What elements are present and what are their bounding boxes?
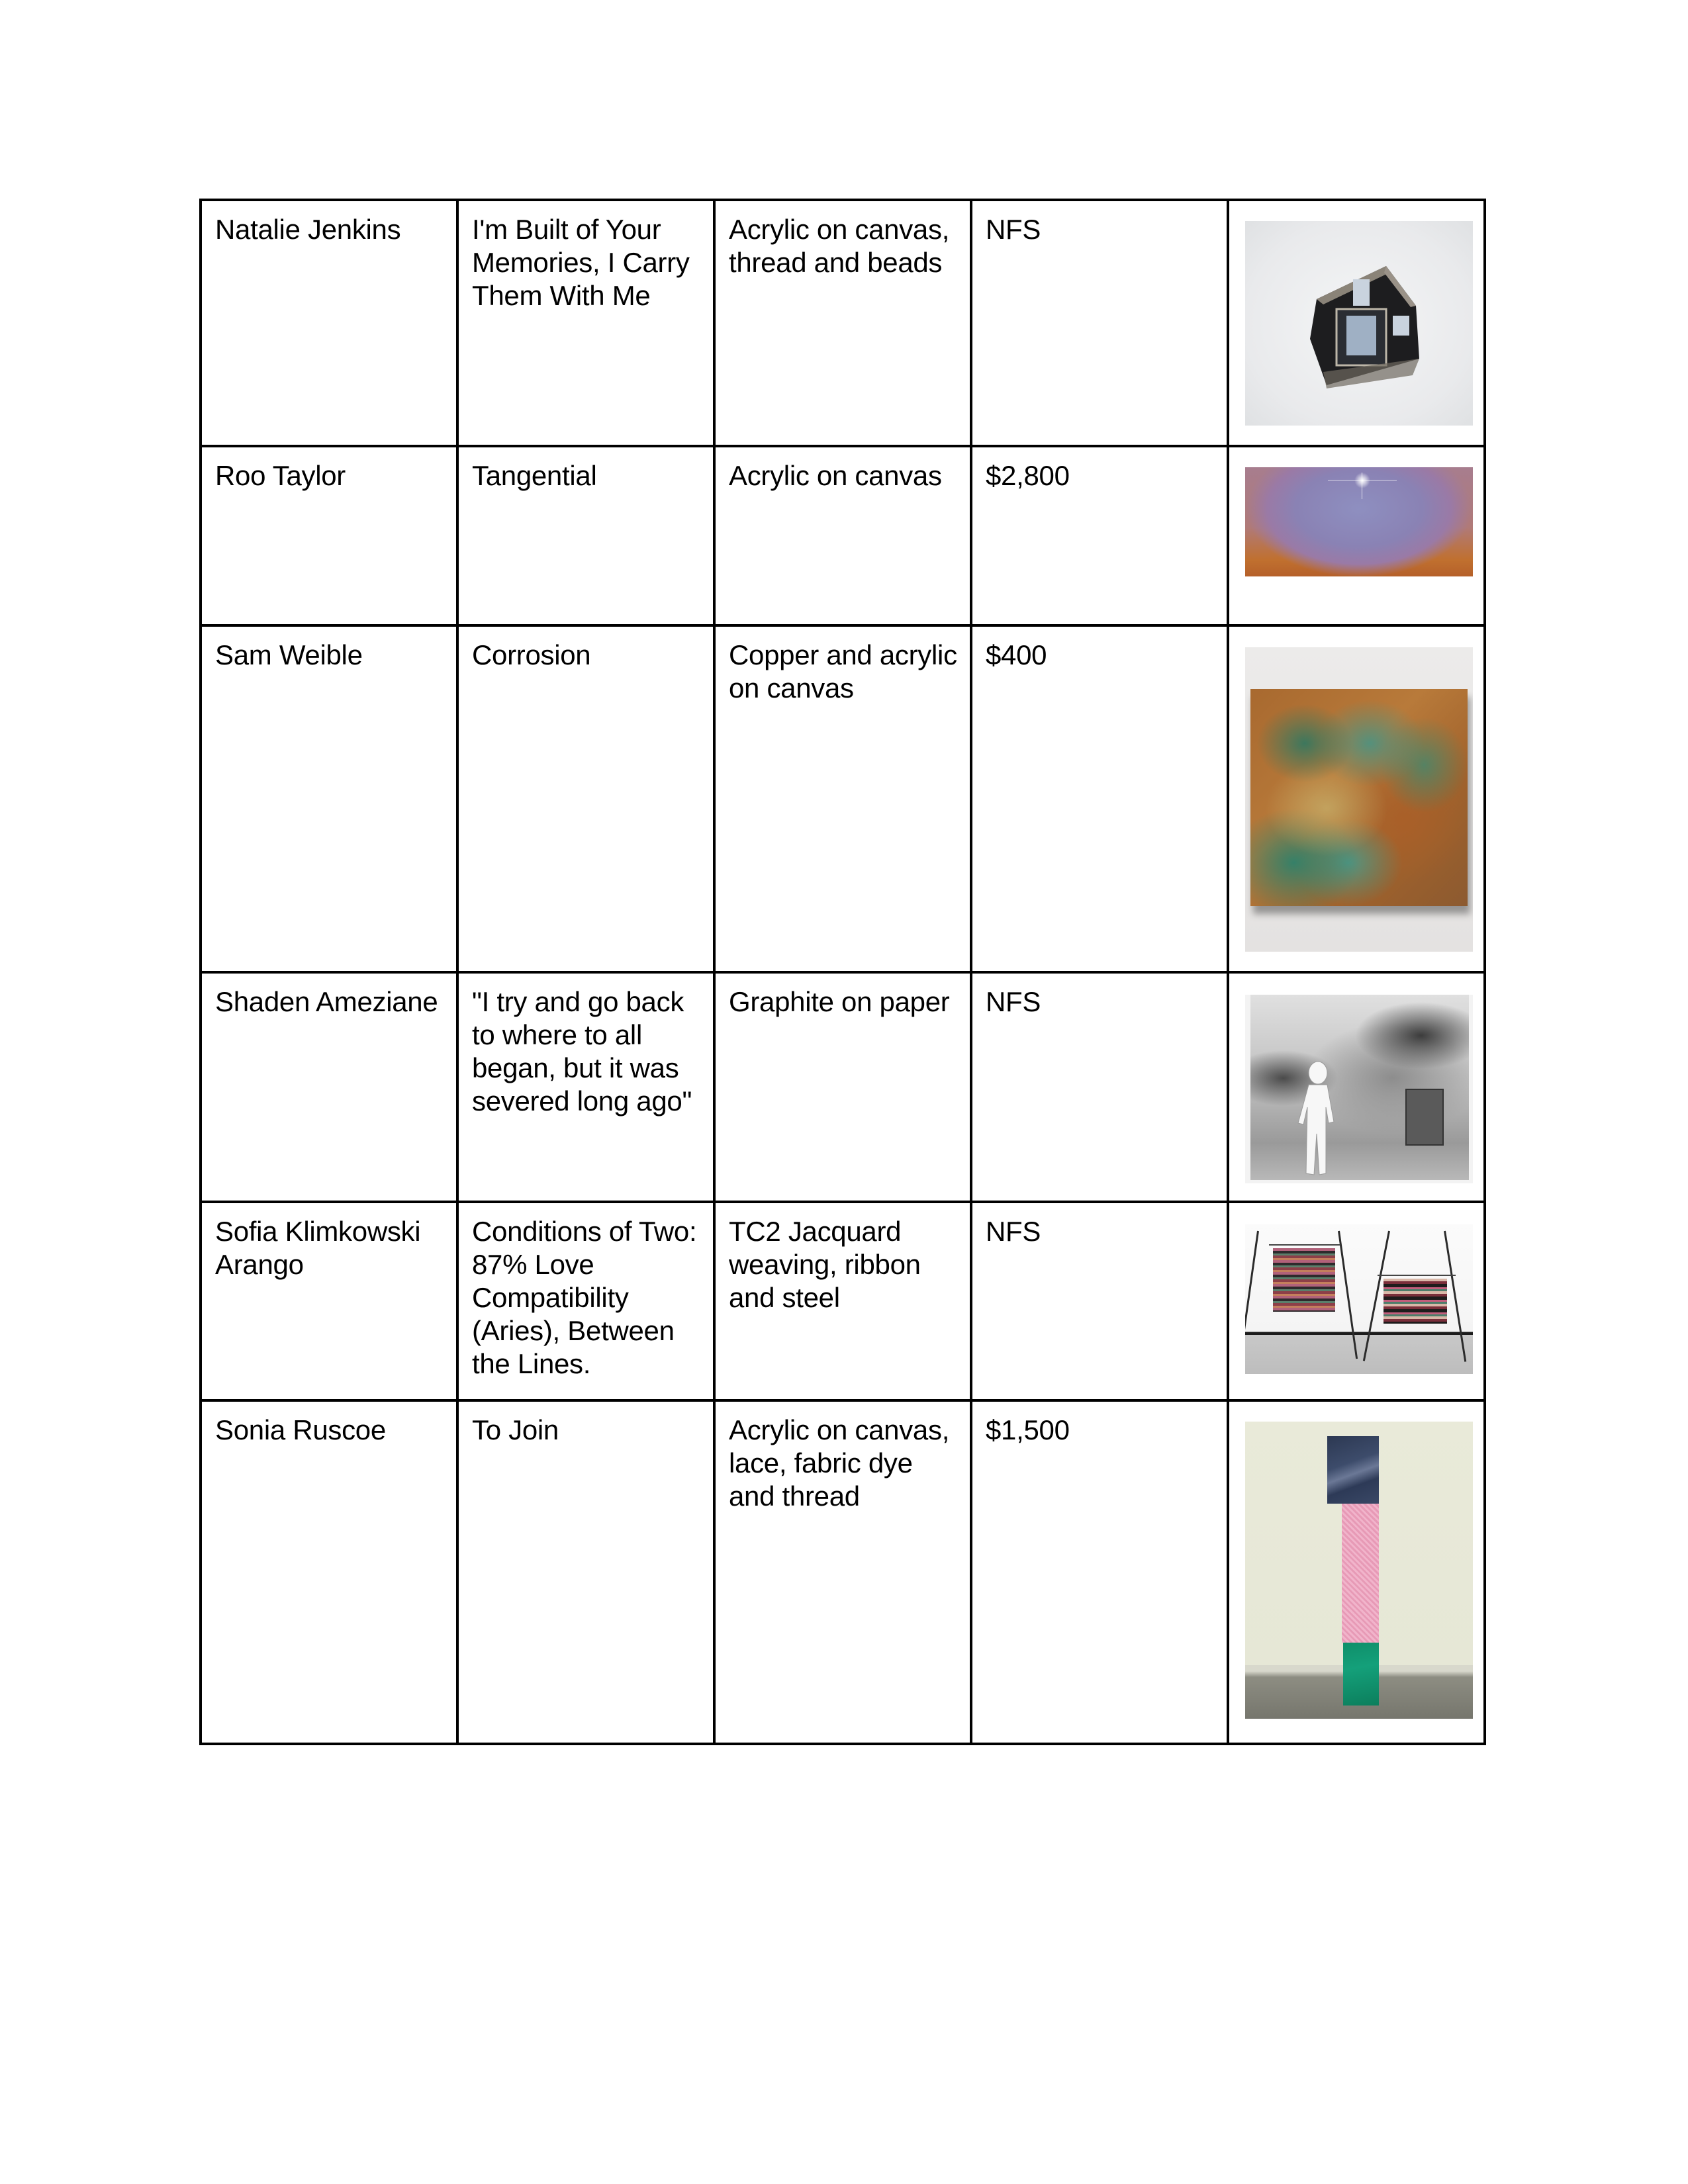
artist-cell <box>201 1400 457 1744</box>
image-cell <box>1228 446 1485 625</box>
medium-cell <box>714 200 971 446</box>
table-row <box>201 446 1485 625</box>
house-sculpture-graphic <box>1297 259 1442 392</box>
dark-painting-panel <box>1327 1436 1379 1504</box>
artwork-medium: Acrylic on canvas, thread and beads <box>729 214 950 278</box>
title-cell <box>457 625 714 972</box>
artwork-medium: Copper and acrylic on canvas <box>729 639 957 704</box>
artwork-title: Tangential <box>472 460 597 491</box>
figure-graphic <box>1297 1061 1335 1177</box>
title-cell <box>457 972 714 1202</box>
artwork-title: "I try and go back to where to all began, but it was severed long ago" <box>472 986 692 1116</box>
artwork-image <box>1245 647 1473 952</box>
artwork-price: NFS <box>986 1216 1041 1247</box>
title-cell <box>457 446 714 625</box>
artwork-title: Corrosion <box>472 639 591 670</box>
price-cell <box>971 200 1228 446</box>
artwork-title: To Join <box>472 1414 559 1445</box>
artwork-image <box>1245 467 1473 576</box>
artist-name: Natalie Jenkins <box>215 214 401 245</box>
artwork-table <box>199 199 1486 1745</box>
table-row <box>201 972 1485 1202</box>
artwork-medium: Acrylic on canvas, lace, fabric dye and thread <box>729 1414 950 1512</box>
artist-cell <box>201 446 457 625</box>
graphite-drawing-background <box>1250 995 1469 1180</box>
medium-cell <box>714 625 971 972</box>
weaving-right <box>1383 1279 1447 1324</box>
artist-name: Sofia Klimkowski Arango <box>215 1216 421 1280</box>
artwork-image <box>1245 995 1473 1183</box>
image-cell <box>1228 625 1485 972</box>
artist-cell <box>201 625 457 972</box>
image-cell <box>1228 1202 1485 1400</box>
artwork-image <box>1245 1224 1473 1374</box>
artist-cell <box>201 972 457 1202</box>
artist-name: Shaden Ameziane <box>215 986 438 1017</box>
title-cell <box>457 1400 714 1744</box>
price-cell <box>971 1400 1228 1744</box>
artist-cell <box>201 200 457 446</box>
stand-pole <box>1444 1231 1466 1362</box>
artwork-title: Conditions of Two: 87% Love Compatibility (Aries), Between the Lines. <box>472 1216 697 1379</box>
stand-pole <box>1245 1231 1259 1359</box>
artist-name: Sonia Ruscoe <box>215 1414 386 1445</box>
weaving-left <box>1273 1248 1335 1312</box>
copper-canvas-graphic <box>1250 689 1468 906</box>
artwork-medium: Graphite on paper <box>729 986 950 1017</box>
stand-bar <box>1269 1244 1340 1246</box>
artwork-image <box>1245 221 1473 426</box>
green-fabric-panel <box>1343 1643 1379 1706</box>
star-graphic <box>1354 473 1370 488</box>
stand-bar <box>1378 1275 1456 1276</box>
title-cell <box>457 200 714 446</box>
artwork-price: $2,800 <box>986 460 1070 491</box>
title-cell <box>457 1202 714 1400</box>
artwork-medium: Acrylic on canvas <box>729 460 942 491</box>
medium-cell <box>714 1202 971 1400</box>
table-row <box>201 200 1485 446</box>
artwork-image <box>1245 1422 1473 1719</box>
medium-cell <box>714 972 971 1202</box>
artwork-price: $400 <box>986 639 1047 670</box>
image-cell <box>1228 1400 1485 1744</box>
price-cell <box>971 972 1228 1202</box>
artwork-price: NFS <box>986 214 1041 245</box>
artwork-title: I'm Built of Your Memories, I Carry Them With Me <box>472 214 690 311</box>
artwork-price: $1,500 <box>986 1414 1070 1445</box>
medium-cell <box>714 1400 971 1744</box>
table-row <box>201 625 1485 972</box>
artist-cell <box>201 1202 457 1400</box>
price-cell <box>971 1202 1228 1400</box>
price-cell <box>971 625 1228 972</box>
stand-pole <box>1338 1231 1358 1359</box>
artwork-medium: TC2 Jacquard weaving, ribbon and steel <box>729 1216 921 1313</box>
medium-cell <box>714 446 971 625</box>
table-row <box>201 1400 1485 1744</box>
table-row <box>201 1202 1485 1400</box>
artist-name: Roo Taylor <box>215 460 346 491</box>
artwork-price: NFS <box>986 986 1041 1017</box>
image-cell <box>1228 972 1485 1202</box>
door-graphic <box>1405 1089 1444 1146</box>
image-cell <box>1228 200 1485 446</box>
price-cell <box>971 446 1228 625</box>
artist-name: Sam Weible <box>215 639 363 670</box>
pink-lace-panel <box>1342 1504 1379 1643</box>
